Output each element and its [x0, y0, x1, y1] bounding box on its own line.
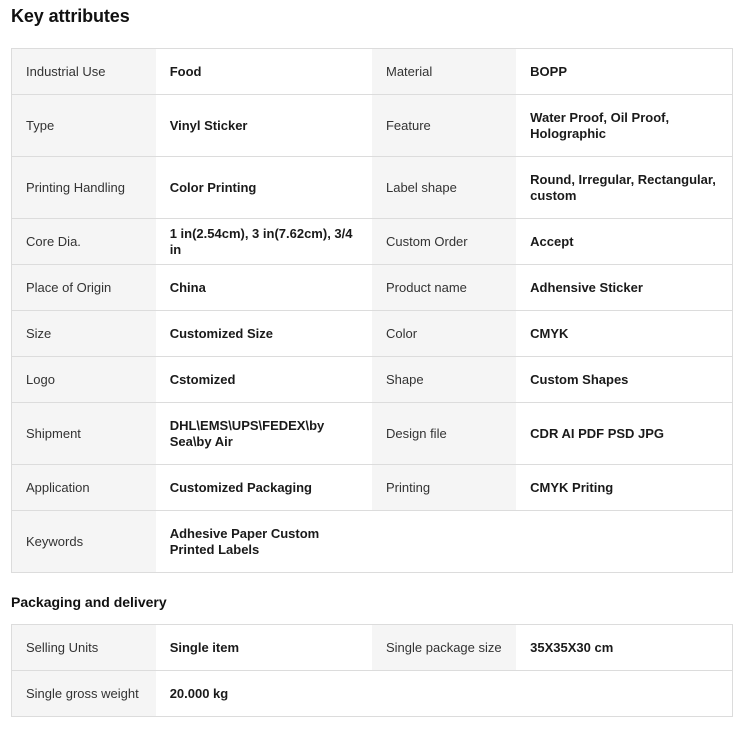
attribute-value: BOPP — [516, 49, 732, 95]
attribute-value: Customized Packaging — [156, 465, 372, 511]
empty-cell — [372, 671, 516, 717]
attribute-name: Type — [12, 95, 156, 157]
attribute-name: Place of Origin — [12, 265, 156, 311]
attribute-name: Logo — [12, 357, 156, 403]
table-row — [12, 357, 733, 403]
attribute-value: Accept — [516, 219, 732, 265]
attribute-name: Feature — [372, 95, 516, 157]
key-attributes-heading: Key attributes — [11, 6, 130, 26]
attribute-name: Design file — [372, 403, 516, 465]
attribute-value: Round, Irregular, Rectangular, custom — [516, 157, 732, 219]
attribute-value: Color Printing — [156, 157, 372, 219]
table-row — [12, 95, 733, 157]
table-row — [12, 311, 733, 357]
attribute-name: Shipment — [12, 403, 156, 465]
attribute-value: 20.000 kg — [156, 671, 372, 717]
attribute-name: Single package size — [372, 625, 516, 671]
table-row — [12, 465, 733, 511]
table-row — [12, 219, 733, 265]
attribute-name: Custom Order — [372, 219, 516, 265]
attribute-value: China — [156, 265, 372, 311]
attribute-value: Adhesive Paper Custom Printed Labels — [156, 511, 372, 573]
attribute-name: Label shape — [372, 157, 516, 219]
table-row — [12, 157, 733, 219]
packaging-table — [11, 624, 733, 717]
attribute-value: Single item — [156, 625, 372, 671]
table-row — [12, 265, 733, 311]
attribute-name: Core Dia. — [12, 219, 156, 265]
attribute-value: DHL\EMS\UPS\FEDEX\by Sea\by Air — [156, 403, 372, 465]
attribute-name: Industrial Use — [12, 49, 156, 95]
table-row — [12, 511, 733, 573]
attribute-name: Product name — [372, 265, 516, 311]
attribute-name: Size — [12, 311, 156, 357]
attribute-value: Vinyl Sticker — [156, 95, 372, 157]
table-row — [12, 625, 733, 671]
attribute-value: Custom Shapes — [516, 357, 732, 403]
attribute-value: 35X35X30 cm — [516, 625, 732, 671]
attribute-name: Material — [372, 49, 516, 95]
attribute-name: Color — [372, 311, 516, 357]
attribute-name: Printing — [372, 465, 516, 511]
attribute-name: Keywords — [12, 511, 156, 573]
table-row — [12, 403, 733, 465]
attribute-name: Application — [12, 465, 156, 511]
attribute-name: Printing Handling — [12, 157, 156, 219]
attribute-name: Selling Units — [12, 625, 156, 671]
key-attributes-table — [11, 48, 733, 573]
attribute-name: Shape — [372, 357, 516, 403]
attribute-value: CMYK — [516, 311, 732, 357]
empty-cell — [516, 671, 732, 717]
attribute-value: Food — [156, 49, 372, 95]
attribute-value: Customized Size — [156, 311, 372, 357]
attribute-value: Cstomized — [156, 357, 372, 403]
attribute-value: 1 in(2.54cm), 3 in(7.62cm), 3/4 in — [156, 219, 372, 265]
table-row — [12, 671, 733, 717]
empty-cell — [516, 511, 732, 573]
attribute-name: Single gross weight — [12, 671, 156, 717]
attribute-value: CDR AI PDF PSD JPG — [516, 403, 732, 465]
attribute-value: CMYK Priting — [516, 465, 732, 511]
empty-cell — [372, 511, 516, 573]
attribute-value: Adhensive Sticker — [516, 265, 732, 311]
packaging-heading: Packaging and delivery — [11, 594, 167, 610]
attribute-value: Water Proof, Oil Proof, Holographic — [516, 95, 732, 157]
table-row — [12, 49, 733, 95]
